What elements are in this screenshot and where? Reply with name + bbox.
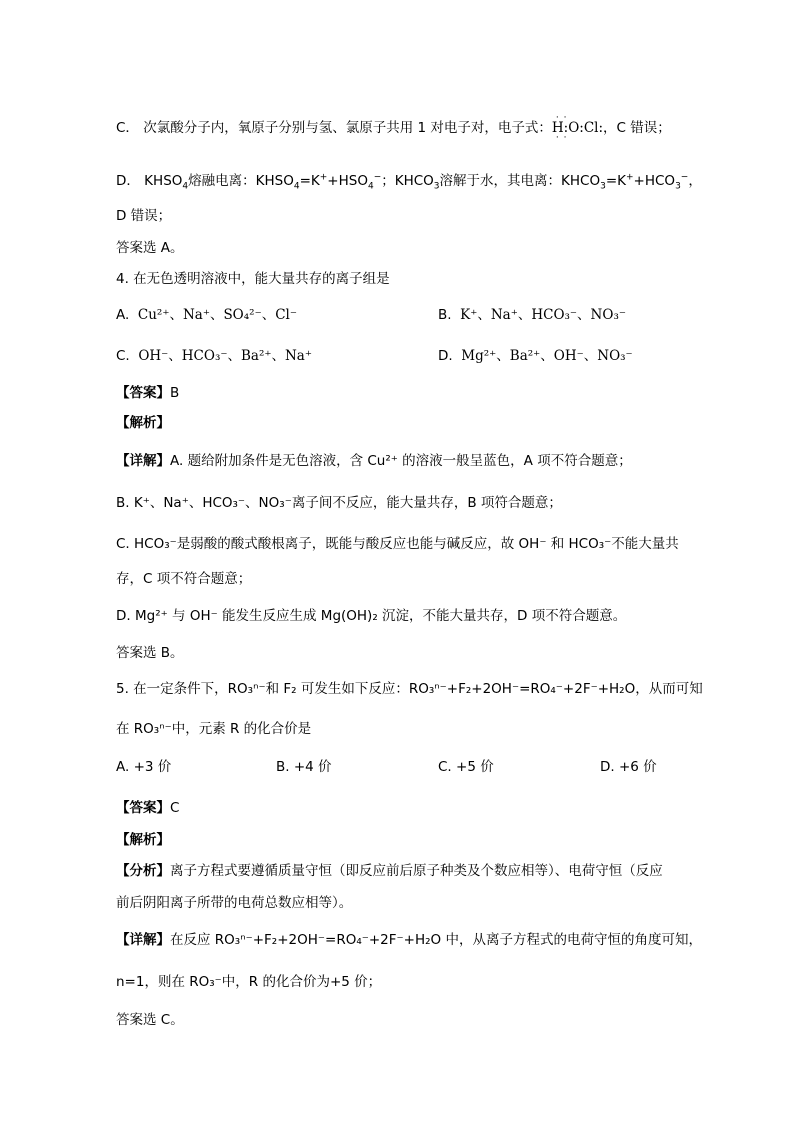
question-4-stem: 4. 在无色透明溶液中，能大量共存的离子组是 [116,271,390,287]
option-d-explanation: D． $KHSO_4$熔融电离：$KHSO_4=K^++HSO_4^-$；$KHCO_3$溶解于水，其电离：$KHCO_3=K^++HCO_3^-$， [116,172,702,192]
q5-detail-line1: 【详解】在反应 RO₃ⁿ⁻+F₂+2OH⁻=RO₄⁻+2F⁻+H₂O 中，从离子方程式的电荷守恒的角度可知， [116,932,702,948]
q4-final-answer: 答案选 B。 [116,645,184,661]
q5-option-d: D. +6 价 [600,759,657,775]
q4-detail-b: B. K⁺、Na⁺、HCO₃⁻、NO₃⁻离子间不反应，能大量共存，B 项符合题意； [116,495,562,511]
q4-answer: 【答案】B [116,385,180,401]
q5-fenxi-line2: 前后阴阳离子所带的电荷总数应相等）。 [116,895,353,911]
q4-analysis-tag: 【解析】 [116,415,170,431]
q4-detail-a: 【详解】A. 题给附加条件是无色溶液，含 Cu²⁺ 的溶液一般呈蓝色，A 项不符合题意； [116,453,632,469]
q4-detail-c-line2: 存，C 项不符合题意； [116,571,252,587]
q4-option-b: B. K⁺、Na⁺、HCO₃⁻、NO₃⁻ [438,307,626,323]
q4-option-d: D. Mg²⁺、Ba²⁺、OH⁻、NO₃⁻ [438,348,633,364]
q4-option-a: A. Cu²⁺、Na⁺、SO₄²⁻、Cl⁻ [116,307,297,323]
q5-option-c: C. +5 价 [438,759,494,775]
q5-fenxi-line1: 【分析】离子方程式要遵循质量守恒（即反应前后原子种类及个数应相等）、电荷守恒（反应 [116,863,663,879]
answer-line: 答案选 A。 [116,240,184,256]
question-5-stem-line2: 在 RO₃ⁿ⁻中，元素 R 的化合价是 [116,721,312,737]
q5-final-answer: 答案选 C。 [116,1012,184,1028]
q4-detail-d: D. Mg²⁺ 与 OH⁻ 能发生反应生成 Mg(OH)₂ 沉淀，不能大量共存，D 项不符合题意。 [116,608,627,624]
question-5-stem-line1: 5. 在一定条件下，RO₃ⁿ⁻和 F₂ 可发生如下反应：RO₃ⁿ⁻+F₂+2OH⁻=RO₄⁻+2F⁻+H₂O，从而可知 [116,681,703,697]
q5-detail-line2: n=1，则在 RO₃⁻中，R 的化合价为+5 价； [116,974,382,990]
q5-answer: 【答案】C [116,800,180,816]
q5-option-b: B. +4 价 [276,759,332,775]
q5-option-a: A. +3 价 [116,759,172,775]
option-c-explanation: C． 次氯酸分子内，氧原子分别与氢、氯原子共用 1 对电子对，电子式：· · H:O:Cl: · ·，C 错误； [116,118,671,138]
option-d-conclusion: D 错误； [116,208,172,224]
q5-analysis-tag: 【解析】 [116,832,170,848]
electron-formula: · · H:O:Cl: · · [552,118,603,138]
q4-option-c: C. OH⁻、HCO₃⁻、Ba²⁺、Na⁺ [116,348,312,364]
q4-detail-c-line1: C. HCO₃⁻是弱酸的酸式酸根离子，既能与酸反应也能与碱反应，故 OH⁻ 和 HCO₃⁻不能大量共 [116,536,679,552]
